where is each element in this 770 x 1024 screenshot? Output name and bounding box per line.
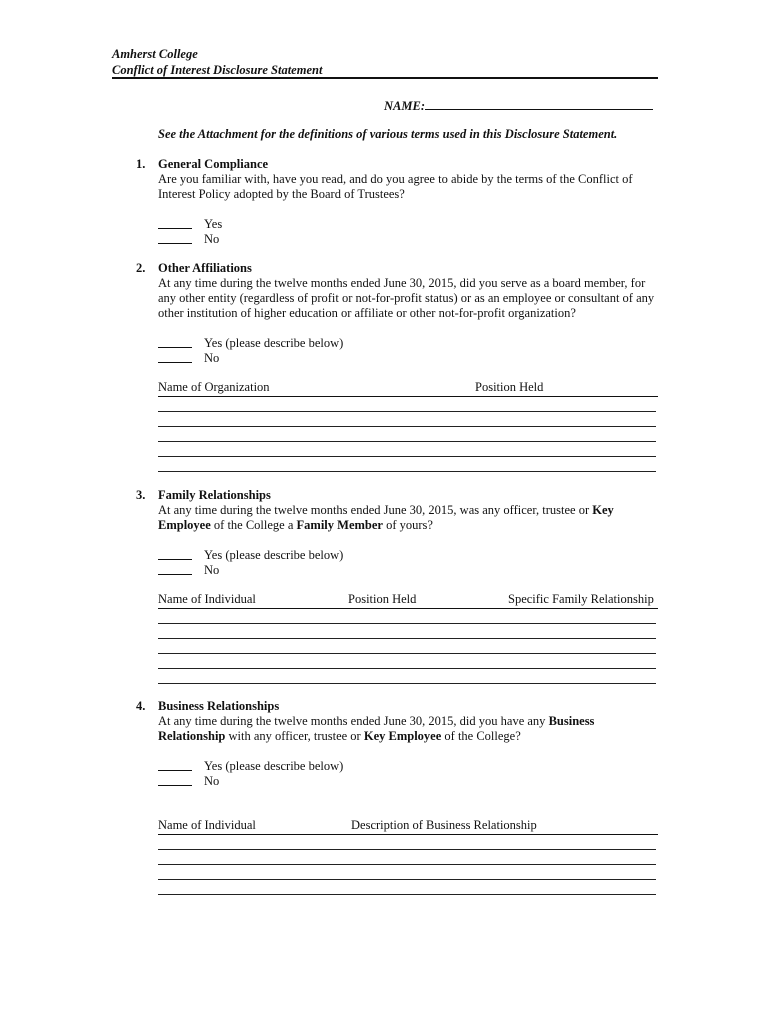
name-blank[interactable] (425, 98, 653, 110)
term-family-member: Family Member (296, 518, 383, 532)
document-title: Conflict of Interest Disclosure Statement (112, 63, 323, 77)
option-blank[interactable] (158, 563, 192, 575)
write-in-line[interactable] (158, 471, 656, 472)
name-label: NAME: (384, 99, 425, 113)
option-label: No (204, 232, 220, 246)
option-no[interactable] (158, 351, 220, 367)
option-no[interactable] (158, 232, 220, 248)
option-label: Yes (please describe below) (204, 336, 344, 350)
section-question (158, 714, 658, 744)
name-field[interactable] (384, 98, 653, 114)
column-header-organization: Name of Organization (158, 380, 270, 394)
section-number: 2. (136, 261, 146, 275)
column-header-family-relationship: Specific Family Relationship (508, 592, 654, 606)
section-title: Business Relationships (158, 699, 280, 713)
attachment-note: See the Attachment for the definitions of various terms used in this Disclosure Statement. (158, 127, 618, 141)
column-header-position: Position Held (475, 380, 544, 394)
option-yes[interactable] (158, 217, 223, 233)
write-in-line[interactable] (158, 441, 656, 442)
write-in-line[interactable] (158, 426, 656, 427)
write-in-line[interactable] (158, 668, 656, 669)
question-text: of the College? (441, 729, 521, 743)
option-label: No (204, 563, 220, 577)
option-label: Yes (please describe below) (204, 548, 344, 562)
document-header (112, 46, 658, 78)
option-yes[interactable] (158, 759, 344, 775)
option-yes[interactable] (158, 336, 344, 352)
question-text: of the College a (210, 518, 297, 532)
section-number: 4. (136, 699, 146, 713)
section-number: 1. (136, 157, 146, 171)
option-blank[interactable] (158, 217, 192, 229)
option-blank[interactable] (158, 351, 192, 363)
section-number: 3. (136, 488, 146, 502)
term-key-employee: Key Employee (158, 503, 614, 532)
option-blank[interactable] (158, 759, 192, 771)
option-label: Yes (204, 217, 223, 231)
section-question: Are you familiar with, have you read, and do you agree to abide by the terms of the Conflict of Interest Policy adopted by the Board of Trustees? (158, 172, 633, 201)
table-header-rule (158, 834, 658, 835)
write-in-line[interactable] (158, 456, 656, 457)
option-yes[interactable] (158, 548, 344, 564)
section-title: General Compliance (158, 157, 269, 171)
section-title: Family Relationships (158, 488, 271, 502)
section-title: Other Affiliations (158, 261, 252, 275)
option-blank[interactable] (158, 336, 192, 348)
write-in-line[interactable] (158, 653, 656, 654)
institution-name: Amherst College (112, 47, 198, 61)
option-no[interactable] (158, 774, 220, 790)
column-header-individual: Name of Individual (158, 592, 256, 606)
table-header-rule (158, 396, 658, 397)
option-blank[interactable] (158, 232, 192, 244)
write-in-line[interactable] (158, 638, 656, 639)
option-no[interactable] (158, 563, 220, 579)
write-in-line[interactable] (158, 864, 656, 865)
question-text: At any time during the twelve months ended June 30, 2015, was any officer, trustee or (158, 503, 593, 517)
section-question (158, 503, 658, 533)
column-header-individual: Name of Individual (158, 818, 256, 832)
table-header-rule (158, 608, 658, 609)
option-blank[interactable] (158, 774, 192, 786)
option-label: Yes (please describe below) (204, 759, 344, 773)
write-in-line[interactable] (158, 683, 656, 684)
column-header-business-description: Description of Business Relationship (351, 818, 537, 832)
term-key-employee: Key Employee (363, 729, 442, 743)
question-text: of yours? (382, 518, 433, 532)
option-label: No (204, 774, 220, 788)
question-text: with any officer, trustee or (225, 729, 364, 743)
write-in-line[interactable] (158, 623, 656, 624)
write-in-line[interactable] (158, 411, 656, 412)
column-header-position: Position Held (348, 592, 417, 606)
section-question: At any time during the twelve months ended June 30, 2015, did you serve as a board member, for any other entity (regardless of profit or not-for-profit status) or as an employee or consultant of any other institution of higher education or affiliate or other not-for-profit organization? (158, 276, 655, 320)
option-blank[interactable] (158, 548, 192, 560)
write-in-line[interactable] (158, 894, 656, 895)
option-label: No (204, 351, 220, 365)
write-in-line[interactable] (158, 849, 656, 850)
term-business-relationship: Business Relationship (158, 714, 595, 743)
write-in-line[interactable] (158, 879, 656, 880)
question-text: At any time during the twelve months ended June 30, 2015, did you have any (158, 714, 549, 728)
header-rule (112, 77, 658, 79)
